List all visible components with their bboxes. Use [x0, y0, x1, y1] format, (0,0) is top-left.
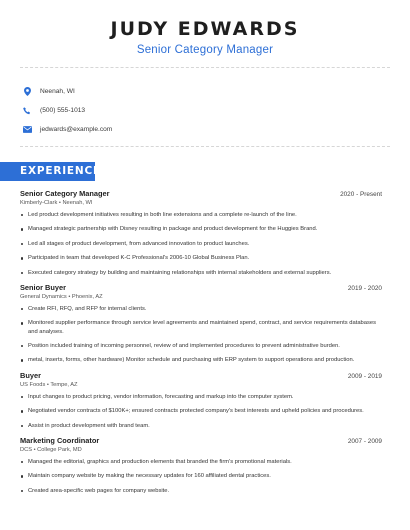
job-title: Senior Category Manager	[20, 189, 110, 198]
job-bullet: Led product development initiatives resulting in both line extensions and a complete re-launch of the line.	[20, 211, 382, 219]
job-company: DCS • College Park, MD	[20, 446, 82, 453]
job-entry	[20, 283, 382, 365]
job-bullet: Maintain company website by making the necessary updates for 160 affiliated dental practices.	[20, 472, 382, 480]
job-bullet: Created area-specific web pages for company website.	[20, 487, 382, 495]
job-bullet: Negotiated vendor contracts of $100K+; ensured contracts protected company's best interests and upheld policies and procedures.	[20, 407, 382, 415]
job-entry	[20, 436, 382, 495]
job-title: Senior Buyer	[20, 282, 67, 292]
job-bullet: Monitored supplier performance through service level agreements and maintained spend, contract, and service requirements databases and analyses.	[20, 319, 382, 335]
email-text: jedwards@example.com	[40, 126, 113, 133]
job-bullet: Input changes to product pricing, vendor information, forecasting and markup into the computer system.	[20, 393, 382, 401]
job-bullet: Managed the editorial, graphics and production elements that branded the firm's promotional materials.	[20, 458, 382, 466]
job-dates: 2007 - 2009	[347, 437, 382, 445]
job-bullet: metal, inserts, forms, other hardware) Monitor schedule and purchasing with ERP system to support operations and production.	[20, 356, 382, 364]
job-dates: 2019 - 2020	[347, 284, 382, 292]
contact-location	[22, 82, 112, 101]
contact-divider	[20, 146, 390, 147]
location-pin-icon	[22, 87, 32, 97]
experience-section-banner	[0, 162, 101, 181]
job-title: Marketing Coordinator	[20, 435, 100, 445]
resume-header	[0, 0, 410, 56]
contact-email	[22, 120, 112, 139]
job-entry	[20, 189, 382, 277]
section-title: EXPERIENCE	[20, 165, 101, 177]
job-bullet: Assist in product development with brand team.	[20, 422, 382, 430]
phone-icon	[22, 106, 32, 116]
experience-list	[20, 189, 382, 501]
job-bullet: Create RFI, RFQ, and RFP for internal clients.	[20, 305, 382, 313]
location-text: Neenah, WI	[40, 88, 75, 95]
header-divider	[20, 67, 390, 68]
contact-phone	[22, 101, 112, 120]
job-dates: 2020 - Present	[340, 191, 382, 198]
job-bullet: Participated in team that developed K-C Professional's 2006-10 Global Business Plan.	[20, 254, 382, 262]
candidate-name: JUDY EDWARDS	[110, 18, 300, 40]
job-title: Buyer	[20, 370, 41, 380]
job-dates: 2009 - 2019	[347, 372, 382, 380]
job-bullet: Managed strategic partnership with Disney resulting in package and product development for the Huggies Brand.	[20, 225, 382, 233]
job-entry	[20, 371, 382, 430]
job-bullet: Position included training of incoming personnel, review of and implemented procedures to prevent administrative burden.	[20, 342, 382, 350]
phone-text: (500) 555-1013	[40, 107, 86, 114]
email-icon	[22, 125, 32, 135]
job-company: Kimberly-Clark • Neenah, WI	[20, 200, 93, 206]
job-company: US Foods • Tempe, AZ	[20, 381, 78, 388]
job-bullet: Executed category strategy by building and maintaining relationships with internal stakeholders and external suppliers.	[20, 269, 382, 277]
candidate-role: Senior Category Manager	[136, 44, 274, 56]
job-company: General Dynamics • Phoenix, AZ	[20, 293, 103, 300]
job-bullet: Led all stages of product development, from advanced innovation to product launches.	[20, 240, 382, 248]
contact-block	[22, 82, 112, 139]
